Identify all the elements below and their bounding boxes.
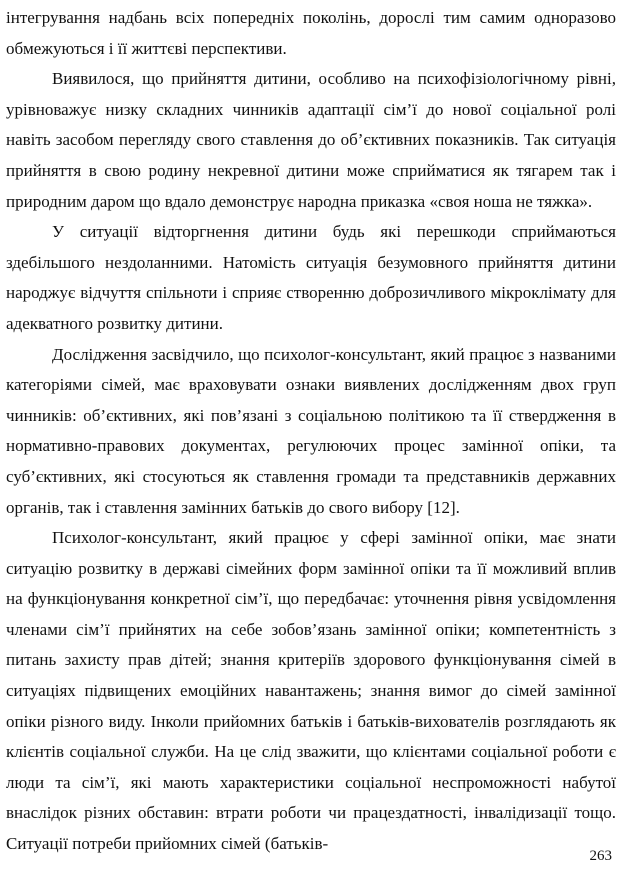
- paragraph: Виявилося, що прийняття дитини, особливо на психофізіологічному рівні, урівноважує низку складних чинників адаптації сім’ї до нової соціальної ролі навіть засобом перегляду свого ставлення до об’єктивних показників. Так ситуація прийняття в свою родину некревної дитини може сприйматися як тягарем так і природним даром що вдало демонструє народна приказка «своя ноша не тяжка».: [6, 69, 616, 211]
- paragraph: Психолог-консультант, який працює у сфері замінної опіки, має знати ситуацію розвитку в державі сімейних форм замінної опіки та її можливий вплив на функціонування конкретної сім’ї, що передбачає: уточнення рівня усвідомлення членами сім’ї прийнятих на себе зобов’язань замінної опіки; компетентність з питань захисту прав дітей; знання критеріїв здорового функціонування сімей в ситуаціях підвищених емоційних навантажень; знання вимог до сімей замінної опіки різного виду. Інколи прийомних батьків і батьків-вихователів розглядають як клієнтів соціальної служби. На це слід зважити, що клієнтами соціальної роботи є люди та сім’ї, які мають характеристики соціальної неспроможності набутої внаслідок різних обставин: втрати роботи чи працездатності, інвалідизації тощо. Ситуації потреби прийомних сімей (батьків-: [6, 528, 616, 854]
- page-number: 263: [589, 848, 612, 864]
- body-text: [6, 3, 616, 860]
- paragraph: Дослідження засвідчило, що психолог-консультант, який працює з названими категоріями сімей, має враховувати ознаки виявлених дослідженням двох груп чинників: об’єктивних, які пов’язані з соціальною політикою та її ствердження в нормативно-правових документах, регулюючих процес замінної опіки, та суб’єктивних, які стосуються як ставлення громади та представників державних органів, так і ставлення замінних батьків до свого вибору [12].: [6, 344, 616, 517]
- paragraph: У ситуації відторгнення дитини будь які перешкоди сприймаються здебільшого нездоланними. Натомість ситуація безумовного прийняття дитини народжує відчуття спільноти і сприяє створенню доброзичливого мікроклімату для адекватного розвитку дитини.: [6, 222, 616, 333]
- paragraph-continuation: інтегрування надбань всіх попередніх поколінь, дорослі тим самим одноразово обмежуються і її життєві перспективи.: [6, 8, 616, 58]
